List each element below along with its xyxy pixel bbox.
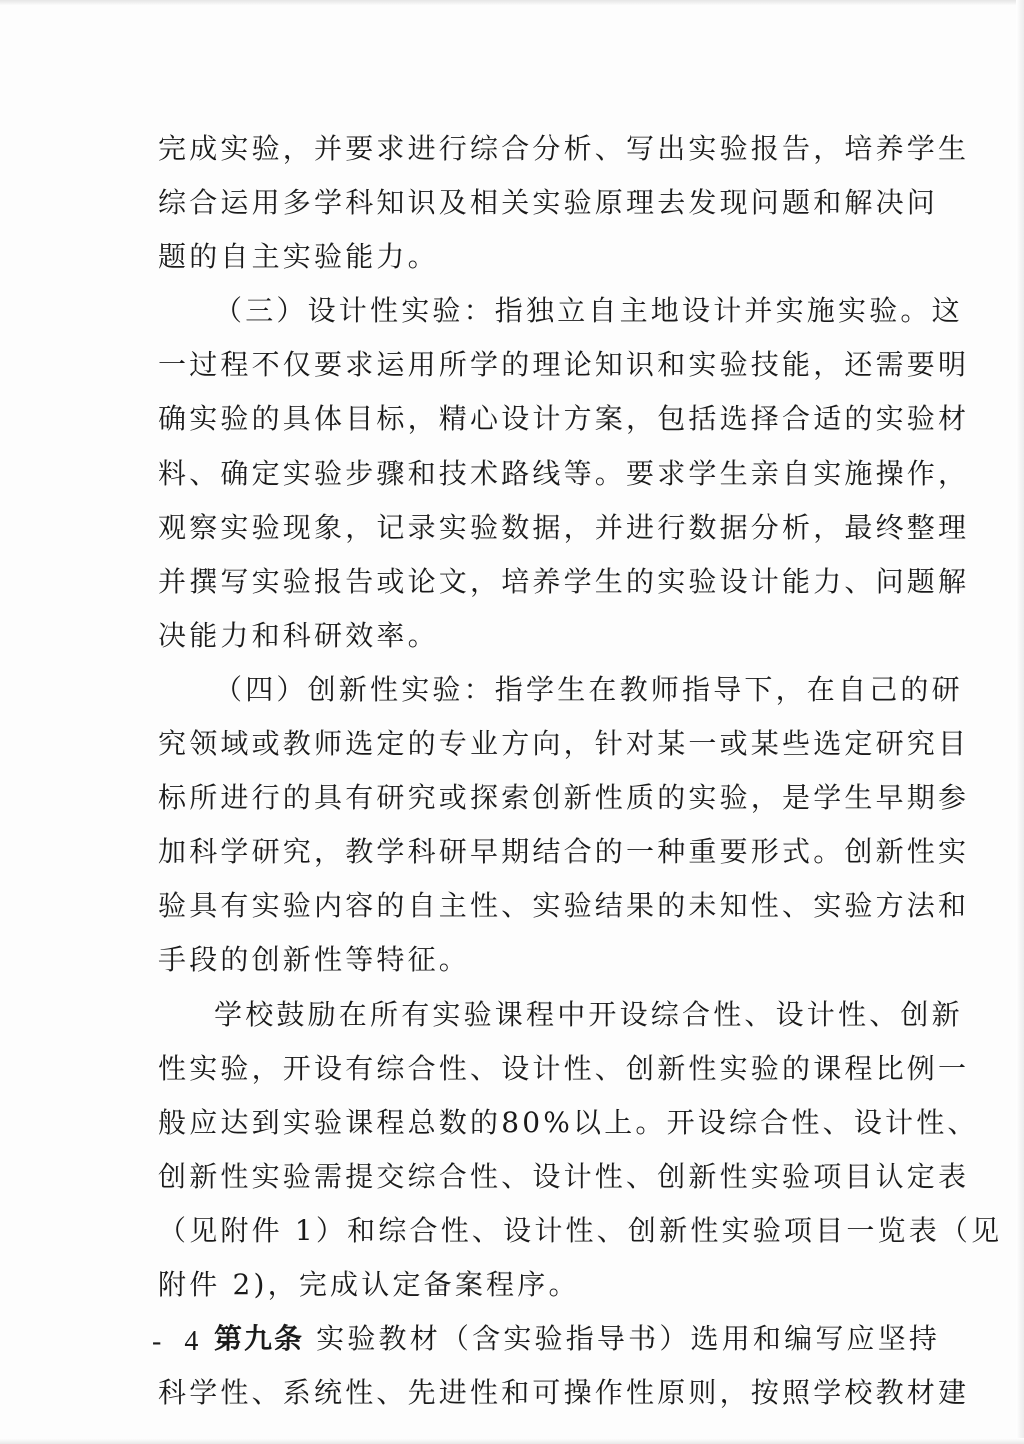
text-line: 决能力和科研效率。 bbox=[158, 618, 439, 652]
document-body bbox=[158, 122, 1003, 1420]
page-number: - 4 - bbox=[152, 1326, 239, 1357]
text-line: 完成实验，并要求进行综合分析、写出实验报告，培养学生 bbox=[158, 132, 970, 165]
paragraph-innovative-experiment bbox=[158, 663, 970, 988]
text-line: 手段的创新性等特征。 bbox=[158, 943, 471, 977]
text-line: 般应达到实验课程总数的80%以上。开设综合性、设计性、 bbox=[158, 1105, 979, 1139]
paragraph-school-encouragement bbox=[158, 988, 1003, 1313]
text-line: 一过程不仅要求运用所学的理论知识和实验技能，还需要明 bbox=[158, 348, 970, 382]
text-line: （四）创新性实验：指学生在教师指导下，在自己的研 bbox=[214, 672, 963, 706]
text-line: （三）设计性实验：指独立自主地设计并实施实验。这 bbox=[214, 294, 963, 328]
text-line: （见附件 1）和综合性、设计性、创新性实验项目一览表（见 bbox=[158, 1213, 1003, 1247]
paragraph-1 bbox=[158, 122, 970, 284]
scan-edge-top bbox=[0, 0, 1024, 6]
text-line: 题的自主实验能力。 bbox=[158, 240, 439, 274]
text-line: 料、确定实验步骤和技术路线等。要求学生亲自实施操作， bbox=[158, 456, 970, 490]
text-line: 究领域或教师选定的专业方向，针对某一或某些选定研究目 bbox=[158, 727, 970, 761]
text-line: 性实验，开设有综合性、设计性、创新性实验的课程比例一 bbox=[158, 1051, 970, 1085]
text-line: 并撰写实验报告或论文，培养学生的实验设计能力、问题解 bbox=[158, 564, 970, 598]
paragraph-design-experiment bbox=[158, 284, 970, 663]
text-line bbox=[158, 1312, 941, 1366]
paragraph-article-9 bbox=[158, 1312, 970, 1420]
text-line: 确实验的具体目标，精心设计方案，包括选择合适的实验材 bbox=[158, 402, 970, 436]
text-line: 验具有实验内容的自主性、实验结果的未知性、实验方法和 bbox=[158, 889, 970, 923]
scan-edge-bottom bbox=[0, 1438, 1024, 1444]
text-line: 科学性、系统性、先进性和可操作性原则，按照学校教材建 bbox=[158, 1376, 970, 1410]
text-line: 观察实验现象，记录实验数据，并进行数据分析，最终整理 bbox=[158, 510, 970, 544]
scan-edge-right bbox=[1016, 0, 1024, 1444]
text-line: 综合运用多学科知识及相关实验原理去发现问题和解决问 bbox=[158, 186, 939, 220]
text-line: 创新性实验需提交综合性、设计性、创新性实验项目认定表 bbox=[158, 1159, 970, 1193]
text-line: 标所进行的具有研究或探索创新性质的实验，是学生早期参 bbox=[158, 781, 970, 815]
article-label: 第九条 bbox=[214, 1322, 305, 1356]
text-line: 加科学研究，教学科研早期结合的一种重要形式。创新性实 bbox=[158, 835, 970, 869]
text-line: 学校鼓励在所有实验课程中开设综合性、设计性、创新 bbox=[214, 997, 963, 1031]
text-line: 附件 2)，完成认定备案程序。 bbox=[158, 1267, 580, 1301]
article-text: 实验教材（含实验指导书）选用和编写应坚持 bbox=[316, 1322, 941, 1356]
